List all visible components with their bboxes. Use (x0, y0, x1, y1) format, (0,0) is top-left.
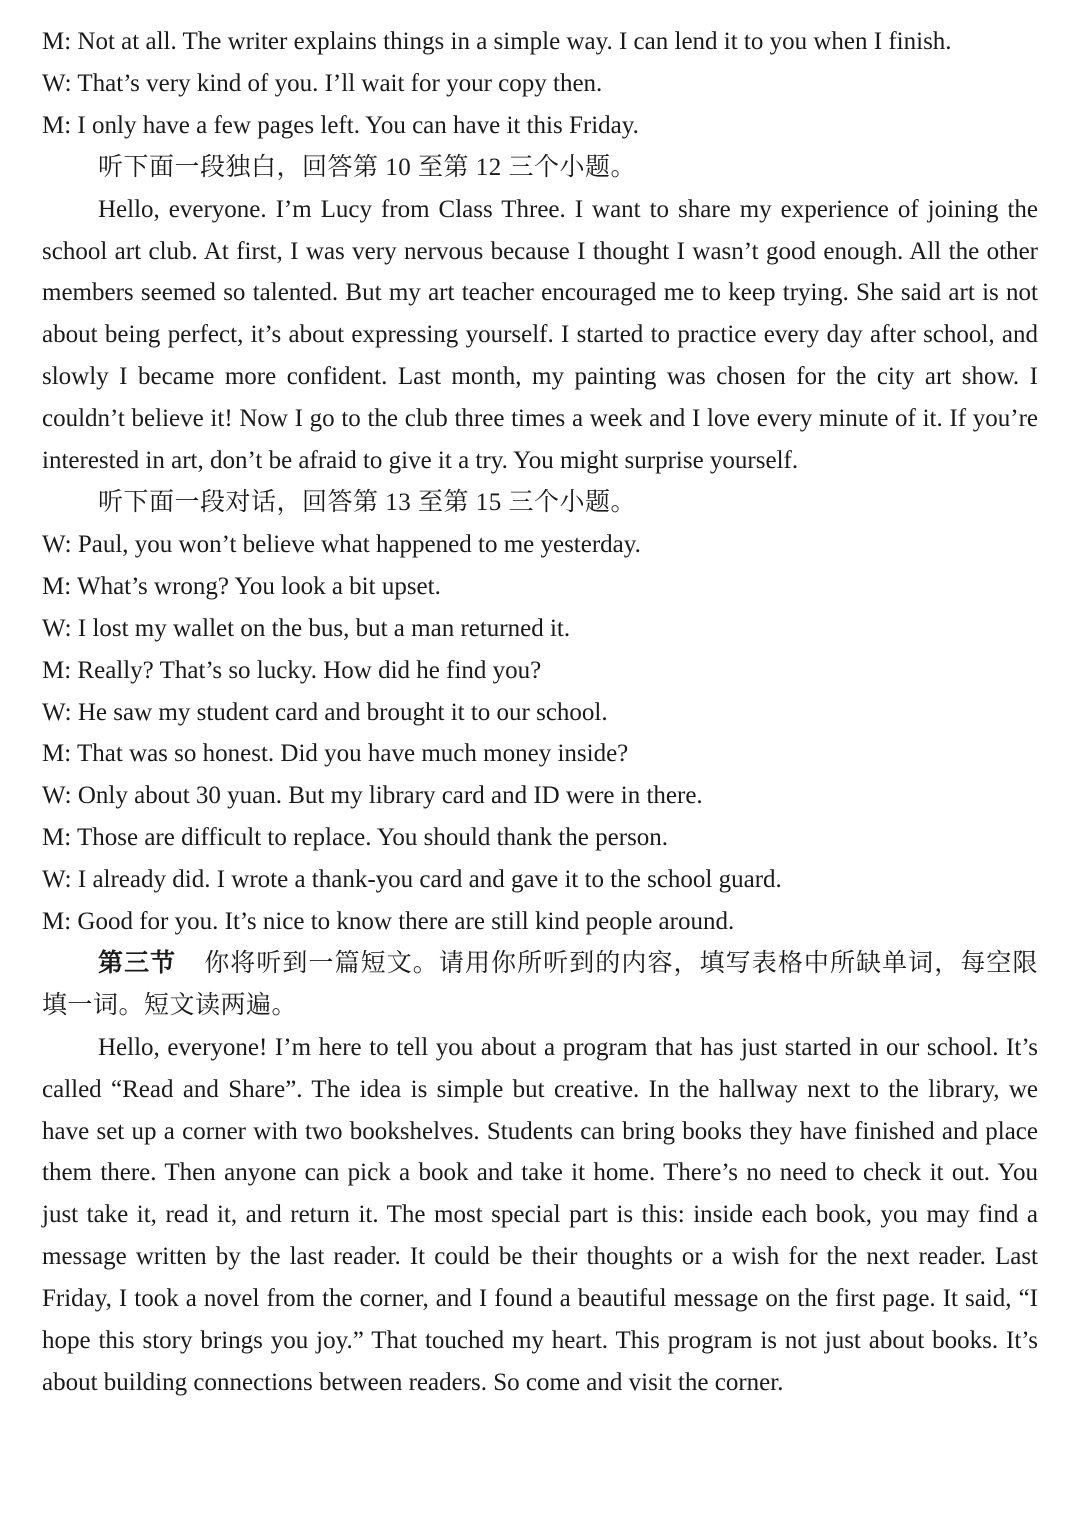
instruction-10-12: 听下面一段独白，回答第 10 至第 12 三个小题。 (98, 153, 637, 181)
dialog-line: M: That was so honest. Did you have much money inside? (42, 740, 629, 768)
instruction-13-15: 听下面一段对话，回答第 13 至第 15 三个小题。 (98, 488, 637, 516)
section-three-instruction (42, 943, 1038, 1027)
dialog-line: M: I only have a few pages left. You can have it this Friday. (42, 111, 639, 139)
dialog-line: W: Only about 30 yuan. But my library card and ID were in there. (42, 782, 703, 810)
dialog-line: W: I lost my wallet on the bus, but a man returned it. (42, 614, 571, 642)
document-page (42, 21, 1038, 1404)
dialog-line: M: Good for you. It’s nice to know there are still kind people around. (42, 908, 735, 936)
dialog-line: W: I already did. I wrote a thank-you card and gave it to the school guard. (42, 866, 782, 894)
dialog-line: M: Really? That’s so lucky. How did he find you? (42, 656, 542, 684)
dialog-line: W: Paul, you won’t believe what happened to me yesterday. (42, 530, 641, 558)
dialog-line: W: That’s very kind of you. I’ll wait for your copy then. (42, 69, 603, 97)
dialog-line: M: Those are difficult to replace. You should thank the person. (42, 824, 669, 852)
dialog-line: W: He saw my student card and brought it to our school. (42, 698, 608, 726)
dialog-line: M: What’s wrong? You look a bit upset. (42, 572, 441, 600)
section-three-label: 第三节 (98, 949, 177, 977)
section-three-text: 你将听到一篇短文。请用你所听到的内容，填写表格中所缺单词，每空限填一词。短文读两遍。 (42, 949, 1038, 1019)
passage-paragraph: Hello, everyone! I’m here to tell you about a program that has just started in our school. It’s called “Read and Share”. The idea is simple but creative. In the hallway next to the library, we have set up a corner with two bookshelves. Students can bring books they have finished and place them there. Then anyone can pick a book and take it home. There’s no need to check it out. You just take it, read it, and return it. The most special part is this: inside each book, you may find a message written by the last reader. It could be their thoughts or a wish for the next reader. Last Friday, I took a novel from the corner, and I found a beautiful message on the first page. It said, “I hope this story brings you joy.” That touched my heart. This program is not just about books. It’s about building connections between readers. So come and visit the corner. (42, 1033, 1038, 1396)
monologue-paragraph: Hello, everyone. I’m Lucy from Class Three. I want to share my experience of joining the school art club. At first, I was very nervous because I thought I wasn’t good enough. All the other members seemed so talented. But my art teacher encouraged me to keep trying. She said art is not about being perfect, it’s about expressing yourself. I started to practice every day after school, and slowly I became more confident. Last month, my painting was chosen for the city art show. I couldn’t believe it! Now I go to the club three times a week and I love every minute of it. If you’re interested in art, don’t be afraid to give it a try. You might surprise yourself. (42, 195, 1038, 475)
dialog-line: M: Not at all. The writer explains things in a simple way. I can lend it to you when I finish. (42, 28, 952, 55)
